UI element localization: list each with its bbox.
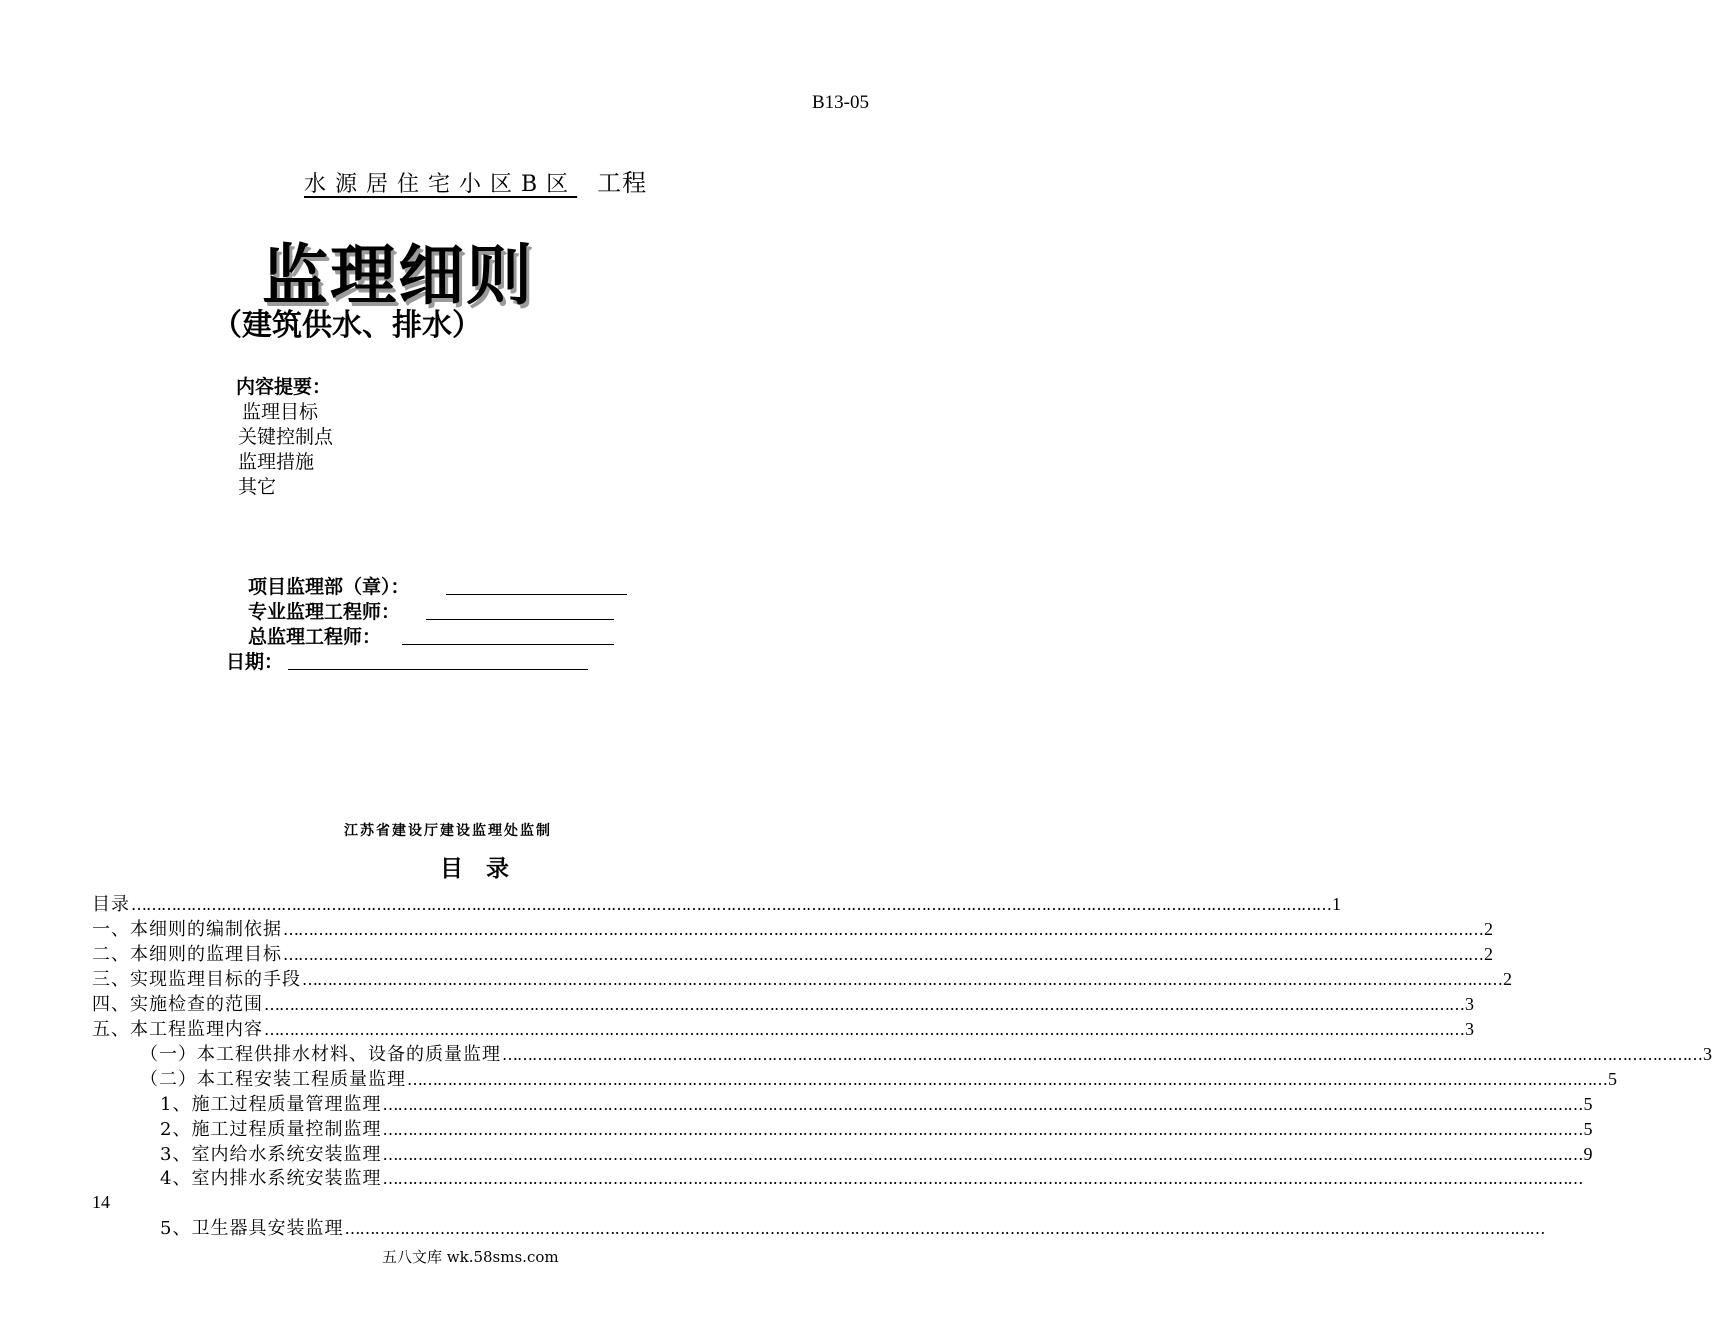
sign-label: 总监理工程师： xyxy=(248,626,382,648)
summary-item: 关键控制点 xyxy=(238,426,334,448)
summary-item: 监理目标 xyxy=(242,401,319,423)
toc-entry[interactable] xyxy=(92,942,1493,966)
toc-leader: …………………………………………………………………………………………………………………………………………………………………………………………………………………… xyxy=(283,920,1483,939)
toc-leader: …………………………………………………………………………………………………………………………………………………………………………………………………………………… xyxy=(131,895,1331,914)
signature-line[interactable] xyxy=(402,644,614,645)
signature-line[interactable] xyxy=(426,619,614,620)
toc-leader: …………………………………………………………………………………………………………………………………………………………………………………………………………………… xyxy=(382,1145,1583,1164)
toc-label: 三、实现监理目标的手段 xyxy=(92,969,301,990)
subtitle: （建筑供水、排水） xyxy=(212,308,482,343)
toc-leader: …………………………………………………………………………………………………………………………………………………………………………………………………………………… xyxy=(264,1020,1464,1039)
toc-entry[interactable] xyxy=(160,1217,1545,1241)
toc-leader: …………………………………………………………………………………………………………………………………………………………………………………………………………………… xyxy=(382,1095,1583,1114)
toc-label: 4、室内排水系统安装监理 xyxy=(160,1168,382,1189)
toc-entry[interactable] xyxy=(160,1142,1593,1166)
issuer: 江苏省建设厅建设监理处监制 xyxy=(344,823,552,839)
toc-label: 5、卫生器具安装监理 xyxy=(160,1218,344,1239)
toc-page: 5 xyxy=(1608,1069,1617,1089)
toc-leader: …………………………………………………………………………………………………………………………………………………………………………………………………………………… xyxy=(344,1219,1545,1238)
toc-entry[interactable] xyxy=(160,1092,1593,1116)
toc-page: 2 xyxy=(1503,969,1512,989)
toc-label: （一）本工程供排水材料、设备的质量监理 xyxy=(140,1044,501,1065)
toc-title: 目 录 xyxy=(440,856,509,882)
toc-page: 2 xyxy=(1484,919,1493,939)
toc-page: 3 xyxy=(1465,1019,1474,1039)
signature-line[interactable] xyxy=(446,594,627,595)
toc-label: 五、本工程监理内容 xyxy=(92,1019,263,1040)
sign-label: 项目监理部（章）： xyxy=(248,576,410,598)
footer-watermark: 五八文库 wk.58sms.com xyxy=(382,1248,559,1266)
sign-supervision-dept xyxy=(248,572,410,599)
summary-item: 其它 xyxy=(238,476,277,498)
toc-page: 2 xyxy=(1484,944,1493,964)
toc-entry[interactable] xyxy=(92,892,1341,916)
toc-entry[interactable] xyxy=(140,1042,1712,1066)
sign-label: 日期： xyxy=(226,651,284,673)
toc-label: 目录 xyxy=(92,894,130,915)
toc-entry[interactable] xyxy=(92,1017,1474,1041)
toc-entry[interactable] xyxy=(92,967,1512,991)
main-title: 监理细则 xyxy=(262,237,534,314)
toc-entry[interactable] xyxy=(140,1067,1617,1091)
toc-label: 2、施工过程质量控制监理 xyxy=(160,1119,382,1140)
sign-date xyxy=(226,647,283,674)
summary-item: 监理措施 xyxy=(238,451,315,473)
toc-leader: …………………………………………………………………………………………………………………………………………………………………………………………………………………… xyxy=(407,1070,1607,1089)
toc-label: 二、本细则的监理目标 xyxy=(92,944,282,965)
sign-label: 专业监理工程师： xyxy=(248,601,401,623)
toc-page: 5 xyxy=(1583,1094,1593,1114)
toc-page: 3 xyxy=(1465,994,1474,1014)
sign-specialist-engineer xyxy=(248,597,400,624)
toc-label: 四、实施检查的范围 xyxy=(92,994,263,1015)
project-suffix: 工程 xyxy=(597,169,648,197)
toc-page: 3 xyxy=(1703,1044,1712,1064)
toc-page: 5 xyxy=(1583,1119,1593,1139)
toc-label: 1、施工过程质量管理监理 xyxy=(160,1094,382,1115)
toc-page: 9 xyxy=(1583,1144,1593,1164)
toc-leader: …………………………………………………………………………………………………………………………………………………………………………………………………………………… xyxy=(264,995,1464,1014)
toc-page-overflow: 14 xyxy=(92,1192,110,1212)
summary-heading: 内容提要： xyxy=(236,376,332,398)
toc-leader: …………………………………………………………………………………………………………………………………………………………………………………………………………………… xyxy=(382,1169,1583,1188)
toc-entry[interactable] xyxy=(92,917,1493,941)
project-line xyxy=(304,163,647,198)
toc-label: （二）本工程安装工程质量监理 xyxy=(140,1069,406,1090)
project-name: 水源居住宅小区B区 xyxy=(304,172,578,197)
toc-page: 1 xyxy=(1332,894,1341,914)
toc-leader: …………………………………………………………………………………………………………………………………………………………………………………………………………………… xyxy=(283,945,1483,964)
toc-label: 一、本细则的编制依据 xyxy=(92,919,282,940)
toc-leader: …………………………………………………………………………………………………………………………………………………………………………………………………………………… xyxy=(302,970,1502,989)
toc-leader: …………………………………………………………………………………………………………………………………………………………………………………………………………………… xyxy=(382,1120,1583,1139)
sign-chief-engineer xyxy=(248,622,381,649)
toc-entry[interactable] xyxy=(160,1117,1593,1141)
toc-leader: …………………………………………………………………………………………………………………………………………………………………………………………………………………… xyxy=(502,1045,1702,1064)
document-code: B13-05 xyxy=(812,92,869,113)
toc-entry[interactable] xyxy=(92,992,1474,1016)
toc-entry[interactable] xyxy=(160,1167,1583,1191)
date-line[interactable] xyxy=(288,669,588,670)
toc-label: 3、室内给水系统安装监理 xyxy=(160,1144,382,1165)
